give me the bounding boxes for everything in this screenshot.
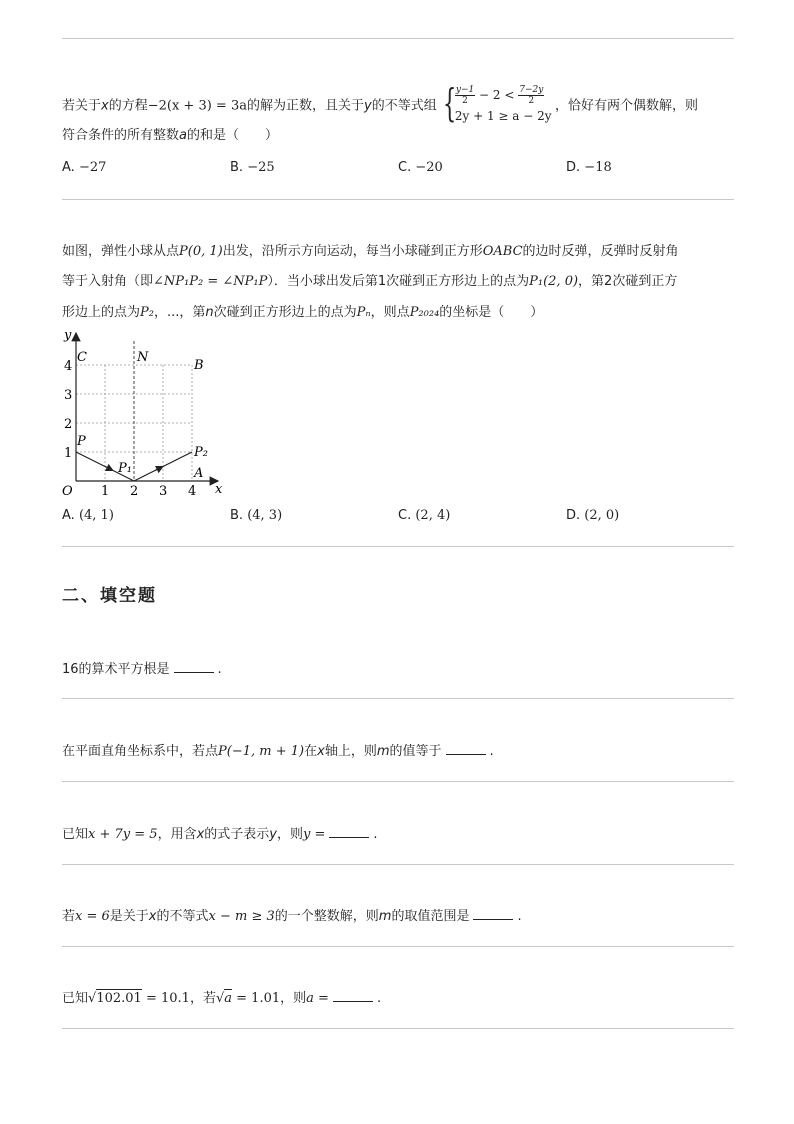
label-N: N: [137, 350, 149, 365]
answer-blank[interactable]: [329, 825, 369, 838]
divider: [62, 781, 734, 782]
answer-blank[interactable]: [446, 742, 486, 755]
divider: [62, 864, 734, 865]
answer-blank[interactable]: [473, 907, 513, 920]
q2-line3: 形边上的点为P₂，...，第n次碰到正方形边上的点为Pₙ，则点P₂₀₂₄的坐标是（ ）: [62, 305, 544, 320]
q1-option-b[interactable]: B. −25: [230, 160, 275, 175]
answer-blank[interactable]: [174, 660, 214, 673]
divider: [62, 946, 734, 947]
fill-question-2: 在平面直角坐标系中，若点P(−1, m + 1)在x轴上，则m的值等于 .: [62, 744, 494, 759]
q2-option-d[interactable]: D. (2, 0): [566, 508, 620, 523]
divider: [62, 1028, 734, 1029]
q1-line2: 符合条件的所有整数a的和是（ ）: [62, 128, 278, 143]
xtick-2: 2: [130, 484, 139, 499]
answer-blank[interactable]: [333, 989, 373, 1002]
inequality-system: { $\frac{y-1}{2}$ − 2 < $\frac{7-2y}{2}$ 2y + 1 ≥ a − 2y: [442, 81, 552, 125]
xtick-3: 3: [159, 484, 168, 499]
label-B: B: [194, 358, 204, 373]
q1-line1: 若关于x的方程−2(x + 3) = 3a的解为正数，且关于y的不等式组 { $\frac{y-1}{2}$ − 2 < $\frac{7-2y}{2}$ 2y + 1 ≥ a − 2y ，恰好有两个偶数解，则: [62, 81, 699, 125]
q2-line2: 等于入射角（即∠NP₁P₂ = ∠NP₁P）．当小球出发后第1次碰到正方形边上的点为P₁(2, 0)，第2次碰到正方: [62, 274, 678, 289]
xtick-4: 4: [188, 484, 197, 499]
coordinate-figure: [58, 327, 238, 502]
y-label: y: [64, 328, 72, 343]
origin-label: O: [62, 484, 73, 499]
x-label: x: [215, 482, 223, 497]
ytick-1: 1: [64, 446, 73, 461]
fill-question-5: 已知√102.01 = 10.1，若√a = 1.01，则a = .: [62, 991, 382, 1006]
label-C: C: [77, 350, 87, 365]
label-P: P: [77, 434, 86, 449]
q2-option-b[interactable]: B. (4, 3): [230, 508, 283, 523]
section-title: 二、填空题: [62, 586, 157, 606]
fill-question-1: 16的算术平方根是 .: [62, 662, 222, 677]
q1-option-a[interactable]: A. −27: [62, 160, 107, 175]
label-A: A: [194, 466, 204, 481]
divider: [62, 698, 734, 699]
divider: [62, 546, 734, 547]
q2-option-c[interactable]: C. (2, 4): [398, 508, 451, 523]
arrow-2: [155, 467, 163, 471]
q1-option-d[interactable]: D. −18: [566, 160, 612, 175]
q2-line1: 如图，弹性小球从点P(0, 1)出发，沿所示方向运动，每当小球碰到正方形OABC的边时反弹，反弹时反射角: [62, 244, 679, 259]
label-P1: P₁: [118, 461, 132, 476]
q1-option-c[interactable]: C. −20: [398, 160, 443, 175]
ytick-3: 3: [64, 388, 73, 403]
divider: [62, 38, 734, 39]
arrow-1: [105, 467, 113, 471]
xtick-1: 1: [101, 484, 110, 499]
ytick-4: 4: [64, 359, 73, 374]
fill-question-3: 已知x + 7y = 5，用含x的式子表示y，则y = .: [62, 827, 378, 842]
divider: [62, 199, 734, 200]
q2-option-a[interactable]: A. (4, 1): [62, 508, 114, 523]
label-P2: P₂: [194, 445, 208, 460]
ytick-2: 2: [64, 417, 73, 432]
fill-question-4: 若x = 6是关于x的不等式x − m ≥ 3的一个整数解，则m的取值范围是 .: [62, 909, 522, 924]
